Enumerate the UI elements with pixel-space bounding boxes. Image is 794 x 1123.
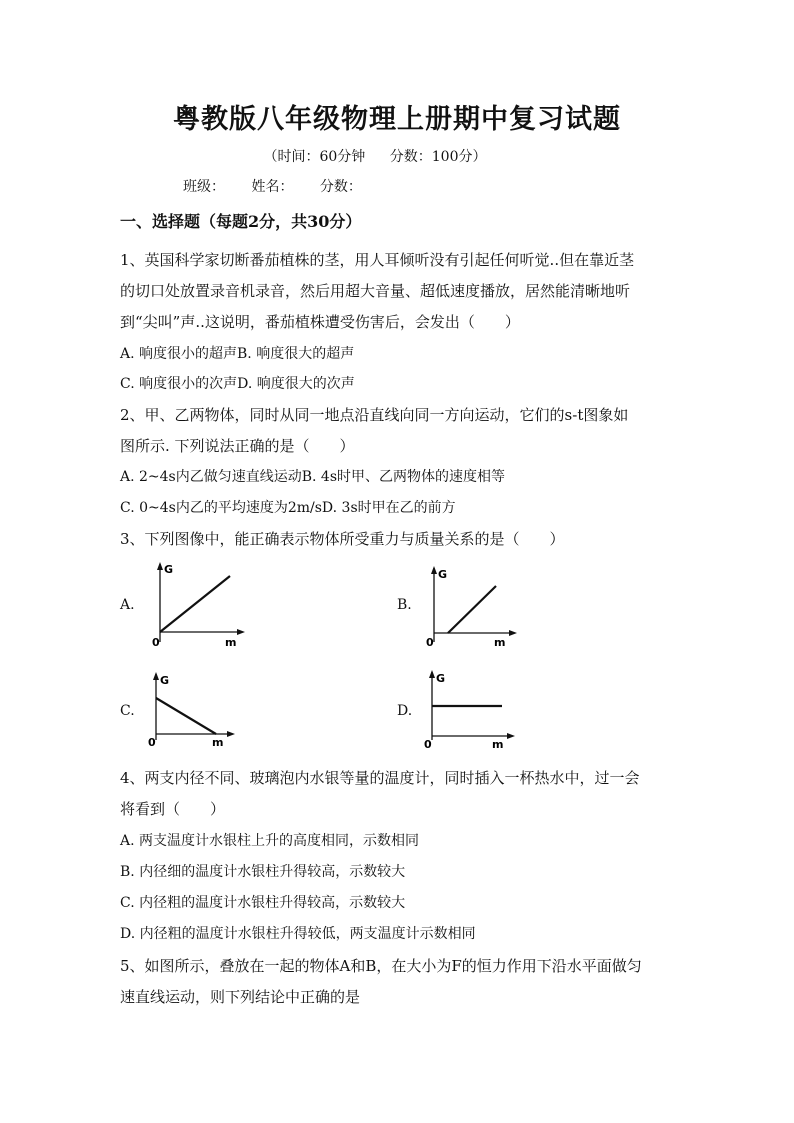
q1-line-3: 到“尖叫”声..这说明，番茄植株遭受伤害后，会发出（ ） — [120, 313, 520, 331]
q4-option-b: B. 内径细的温度计水银柱升得较高，示数较大 — [120, 864, 406, 880]
graph-a-x-label: m — [225, 636, 237, 649]
q4-option-d: D. 内径粗的温度计水银柱升得较低，两支温度计示数相同 — [120, 926, 476, 942]
graph-a — [148, 560, 248, 656]
q5-line-2: 速直线运动，则下列结论中正确的是 — [120, 988, 361, 1006]
q1-line-2: 的切口处放置录音机录音，然后用超大音量、超低速度播放，居然能清晰地听 — [120, 282, 631, 300]
q4-line-2: 将看到（ ） — [120, 800, 226, 818]
graph-c — [144, 670, 244, 756]
name-field: 姓名： — [251, 179, 294, 195]
graph-b-label: B. — [397, 597, 412, 613]
class-field: 班级： — [183, 179, 225, 195]
graph-a-line — [160, 576, 230, 632]
graph-b — [424, 564, 524, 658]
graph-c-label: C. — [120, 703, 135, 719]
q4-option-c: C. 内径粗的温度计水银柱升得较高，示数较大 — [120, 895, 406, 911]
graph-c-line — [156, 698, 216, 734]
q2-line-1: 2、甲、乙两物体，同时从同一地点沿直线向同一方向运动，它们的s-t图象如 — [120, 406, 629, 424]
graph-d-y-label: G — [436, 672, 446, 685]
exam-time: （时间：60分钟 — [263, 149, 366, 165]
exam-score: 分数：100分） — [389, 149, 487, 165]
graph-d-origin: 0 — [424, 738, 432, 751]
q1-option-cd: C. 响度很小的次声D. 响度很大的次声 — [120, 376, 355, 392]
graph-d-x-label: m — [492, 738, 504, 751]
q4-option-a: A. 两支温度计水银柱上升的高度相同，示数相同 — [120, 833, 420, 849]
student-info — [183, 176, 384, 196]
q3-line-1: 3、下列图像中，能正确表示物体所受重力与质量关系的是（ ） — [120, 530, 565, 548]
graph-d-label: D. — [397, 703, 413, 719]
section-heading: 一、选择题（每题2分，共30分） — [120, 212, 362, 231]
exam-info — [0, 146, 750, 166]
graph-b-line — [448, 586, 496, 633]
graph-b-y-label: G — [438, 568, 448, 581]
graph-c-origin: 0 — [148, 736, 156, 749]
q4-line-1: 4、两支内径不同、玻璃泡内水银等量的温度计，同时插入一杯热水中，过一会 — [120, 769, 640, 787]
graph-b-origin: 0 — [426, 636, 434, 649]
page-title: 粤教版八年级物理上册期中复习试题 — [173, 104, 621, 135]
graph-a-label: A. — [120, 597, 135, 613]
q5-line-1: 5、如图所示，叠放在一起的物体A和B，在大小为F的恒力作用下沿水平面做匀 — [120, 957, 642, 975]
graph-b-x-label: m — [494, 636, 506, 649]
q2-option-ab: A. 2~4s内乙做匀速直线运动B. 4s时甲、乙两物体的速度相等 — [120, 469, 506, 485]
graph-c-x-label: m — [212, 736, 224, 749]
q2-line-2: 图所示. 下列说法正确的是（ ） — [120, 437, 355, 455]
graph-a-origin: 0 — [152, 636, 160, 649]
graph-c-y-label: G — [160, 674, 170, 687]
q1-line-1: 1、英国科学家切断番茄植株的茎，用人耳倾听没有引起任何听觉..但在靠近茎 — [120, 251, 635, 269]
score-field: 分数： — [319, 179, 362, 195]
graph-d — [422, 668, 522, 756]
q2-option-cd: C. 0~4s内乙的平均速度为2m/sD. 3s时甲在乙的前方 — [120, 500, 456, 516]
graph-a-y-label: G — [164, 563, 174, 576]
q1-option-ab: A. 响度很小的超声B. 响度很大的超声 — [120, 346, 355, 362]
